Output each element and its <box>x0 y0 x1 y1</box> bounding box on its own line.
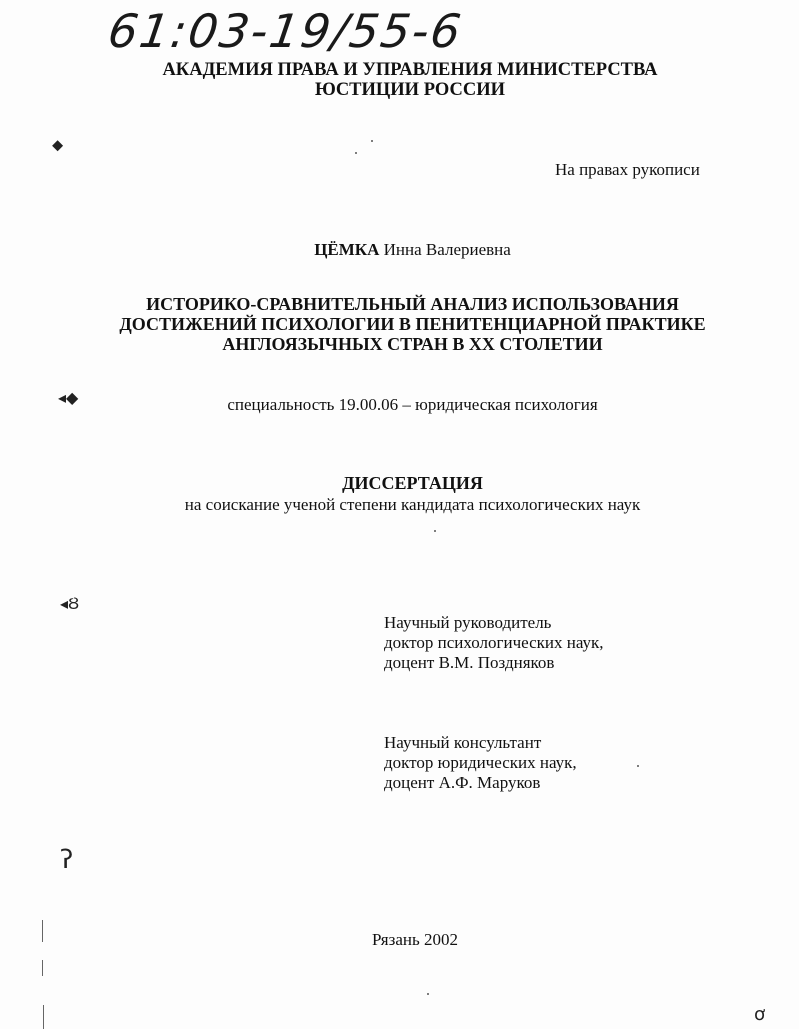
consultant-block <box>384 733 684 793</box>
organization-line-1: АКАДЕМИЯ ПРАВА И УПРАВЛЕНИЯ МИНИСТЕРСТВА <box>162 60 658 80</box>
supervisor-role: Научный руководитель <box>384 613 552 632</box>
scan-speck <box>371 140 373 142</box>
dissertation-label: ДИССЕРТАЦИЯ <box>342 473 483 493</box>
supervisor-name: доцент В.М. Поздняков <box>384 653 555 672</box>
consultant-name: доцент А.Ф. Маруков <box>384 773 541 792</box>
scan-artifact-mark: ◂Ȣ <box>60 594 80 613</box>
city-year: Рязань 2002 <box>372 930 458 949</box>
scan-artifact-mark: ơ <box>754 1004 766 1025</box>
author-given-names: Инна Валериевна <box>383 240 511 259</box>
consultant-degree: доктор юридических наук, <box>384 753 577 772</box>
organization-line-2: ЮСТИЦИИ РОССИИ <box>314 80 506 100</box>
title-line-3: АНГЛОЯЗЫЧНЫХ СТРАН В XX СТОЛЕТИИ <box>222 334 603 354</box>
title-line-1: ИСТОРИКО-СРАВНИТЕЛЬНЫЙ АНАЛИЗ ИСПОЛЬЗОВАНИЯ <box>146 294 679 314</box>
scan-artifact-mark: ⬥ <box>52 135 64 154</box>
scan-speck <box>427 993 429 995</box>
consultant-role: Научный консультант <box>384 733 542 752</box>
scan-artifact-mark: ◂◆ <box>58 388 79 407</box>
specialty-line: специальность 19.00.06 – юридическая психология <box>227 395 598 414</box>
scan-speck <box>434 530 436 532</box>
scan-speck <box>637 765 639 767</box>
organization-header <box>100 60 720 100</box>
scan-artifact-mark: ʔ <box>60 845 74 875</box>
dissertation-title <box>60 294 765 354</box>
author-line <box>0 240 799 260</box>
dissertation-subtitle: на соискание ученой степени кандидата психологических наук <box>184 495 641 514</box>
handwritten-registration-number: 61:03-19/55-6 <box>104 4 466 58</box>
manuscript-rights-note: На правах рукописи <box>555 160 700 179</box>
scan-edge-line <box>43 1005 44 1029</box>
supervisor-degree: доктор психологических наук, <box>384 633 604 652</box>
title-line-2: ДОСТИЖЕНИЙ ПСИХОЛОГИИ В ПЕНИТЕНЦИАРНОЙ ПРАКТИКЕ <box>119 314 706 334</box>
supervisor-block <box>384 613 684 673</box>
scan-speck <box>355 152 357 154</box>
author-surname: ЦЁМКА <box>314 240 380 259</box>
scan-edge-line <box>42 920 43 942</box>
scan-edge-line <box>42 960 43 976</box>
